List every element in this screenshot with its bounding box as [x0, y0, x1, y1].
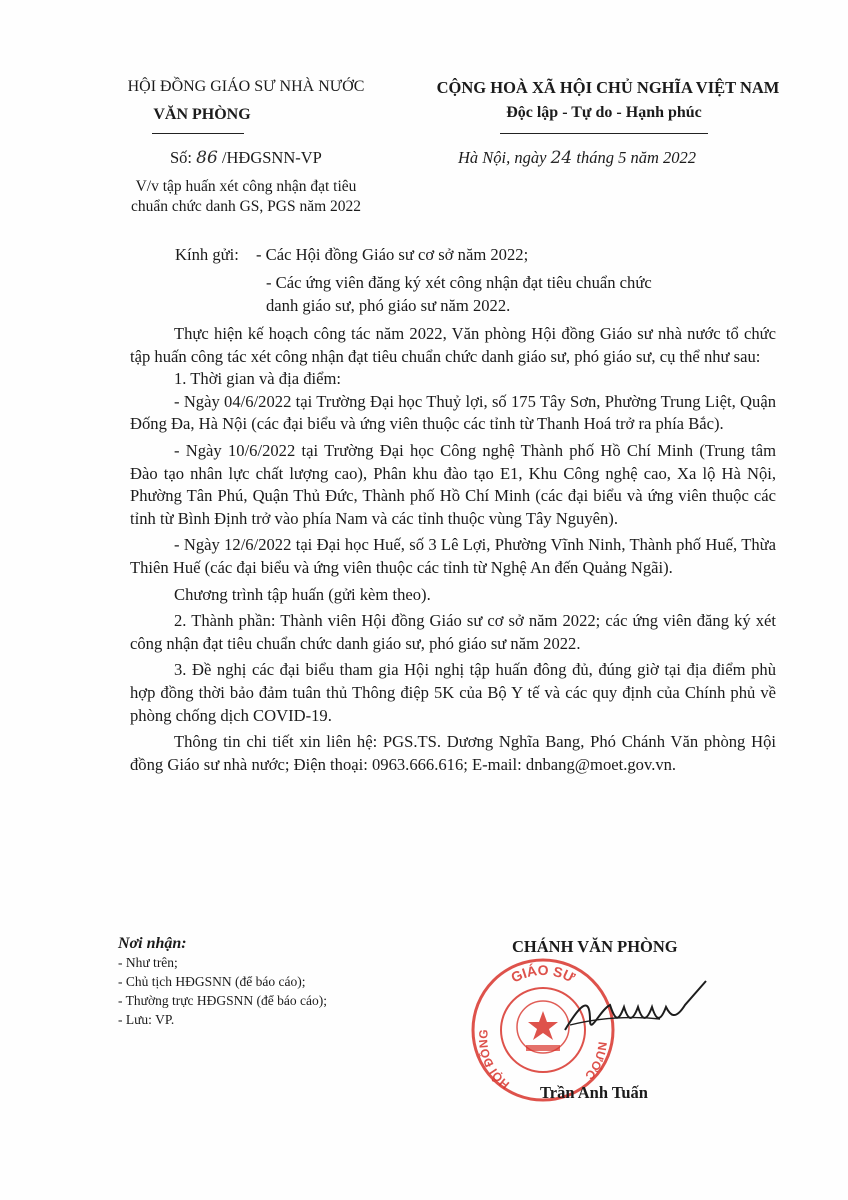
handwritten-signature — [560, 975, 710, 1045]
signer-name: Trần Anh Tuấn — [540, 1083, 648, 1102]
department-name: VĂN PHÒNG — [153, 106, 251, 123]
organization-name: HỘI ĐỒNG GIÁO SƯ NHÀ NƯỚC — [127, 78, 365, 95]
recipient-line-3: danh giáo sư, phó giáo sư năm 2022. — [266, 296, 511, 315]
recipients-label: Kính gửi: — [175, 245, 239, 264]
svg-text:GIÁO SƯ: GIÁO SƯ — [508, 961, 578, 986]
receiver-item: - Như trên; — [118, 955, 178, 970]
document-date — [458, 148, 696, 168]
section-3: 3. Đề nghị các đại biểu tham gia Hội nghị tập huấn đông đủ, đúng giờ tại địa điểm phù hợp đồng thời bảo đảm tuân thủ Thông điệp 5K của Bộ Y tế và các quy định của Chính phủ về phòng chống dịch COVID-19. — [130, 660, 776, 725]
motto-underline — [500, 133, 708, 134]
receiver-item: - Thường trực HĐGSNN (để báo cáo); — [118, 993, 327, 1008]
receivers-block — [118, 935, 418, 1029]
date-prefix: Hà Nội, ngày — [458, 148, 547, 167]
subject — [86, 177, 406, 217]
recipient-line-2: - Các ứng viên đăng ký xét công nhận đạt tiêu chuẩn chức — [266, 273, 652, 292]
recipient-line-1: - Các Hội đồng Giáo sư cơ sở năm 2022; — [256, 245, 529, 264]
svg-text:HỘI ĐỒNG: HỘI ĐỒNG — [476, 1028, 513, 1092]
number-handwritten: 86 — [196, 148, 218, 168]
motto: Độc lập - Tự do - Hạnh phúc — [506, 104, 702, 121]
section-1-title: 1. Thời gian và địa điểm: — [174, 369, 341, 389]
receiver-item: - Lưu: VP. — [118, 1012, 175, 1027]
department-underline — [152, 133, 244, 134]
receivers-title: Nơi nhận: — [118, 935, 187, 952]
date-suffix: tháng 5 năm 2022 — [576, 148, 696, 167]
program-note: Chương trình tập huấn (gửi kèm theo). — [174, 584, 431, 604]
number-suffix: /HĐGSNN-VP — [221, 148, 322, 167]
location-item-2: - Ngày 10/6/2022 tại Trường Đại học Công nghệ Thành phố Hồ Chí Minh (Trung tâm Đào tạo nhân lực chất lượng cao), Phân khu đào tạo E1, Khu Công nghệ cao, Xa lộ Hà Nội, Phường Tân Phú, Quận Thủ Đức, Thành phố Hồ Chí Minh (các đại biểu và ứng viên thuộc các tỉnh từ Bình Định trở vào phía Nam và các tỉnh thuộc vùng Tây Nguyên). — [130, 440, 776, 528]
number-prefix: Số: — [170, 148, 193, 167]
letter-body — [130, 323, 776, 776]
intro-paragraph: Thực hiện kế hoạch công tác năm 2022, Văn phòng Hội đồng Giáo sư nhà nước tổ chức tập huấn công tác xét công nhận đạt tiêu chuẩn chức danh giáo sư, phó giáo sư, cụ thể như sau: — [130, 324, 776, 366]
location-item-1: - Ngày 04/6/2022 tại Trường Đại học Thuỷ lợi, số 175 Tây Sơn, Phường Trung Liệt, Quận Đống Đa, Hà Nội (các đại biểu và ứng viên thuộc các tỉnh từ Thanh Hoá trở ra phía Bắc). — [130, 391, 776, 434]
subject-line-2: chuẩn chức danh GS, PGS năm 2022 — [130, 198, 362, 215]
location-item-3: - Ngày 12/6/2022 tại Đại học Huế, số 3 Lê Lợi, Phường Vĩnh Ninh, Thành phố Huế, Thừa Thiên Huế (các đại biểu và ứng viên thuộc các tỉnh từ Nghệ An đến Quảng Ngãi). — [130, 535, 776, 577]
receiver-item: - Chủ tịch HĐGSNN (để báo cáo); — [118, 974, 306, 989]
subject-line-1: V/v tập huấn xét công nhận đạt tiêu — [135, 178, 357, 195]
section-2: 2. Thành phần: Thành viên Hội đồng Giáo sư cơ sở năm 2022; các ứng viên đăng ký xét công nhận đạt tiêu chuẩn chức danh giáo sư, phó giáo sư năm 2022. — [130, 611, 776, 653]
signature-title: CHÁNH VĂN PHÒNG — [512, 937, 678, 956]
country-name: CỘNG HOÀ XÃ HỘI CHỦ NGHĨA VIỆT NAM — [436, 78, 780, 97]
document-number — [170, 148, 322, 168]
date-day-handwritten: 24 — [550, 148, 573, 168]
svg-text:NƯỚC: NƯỚC — [582, 1040, 610, 1083]
contact-paragraph: Thông tin chi tiết xin liên hệ: PGS.TS. Dương Nghĩa Bang, Phó Chánh Văn phòng Hội đồng Giáo sư nhà nước; Điện thoại: 0963.666.616; E-mail: dnbang@moet.gov.vn. — [130, 732, 776, 774]
